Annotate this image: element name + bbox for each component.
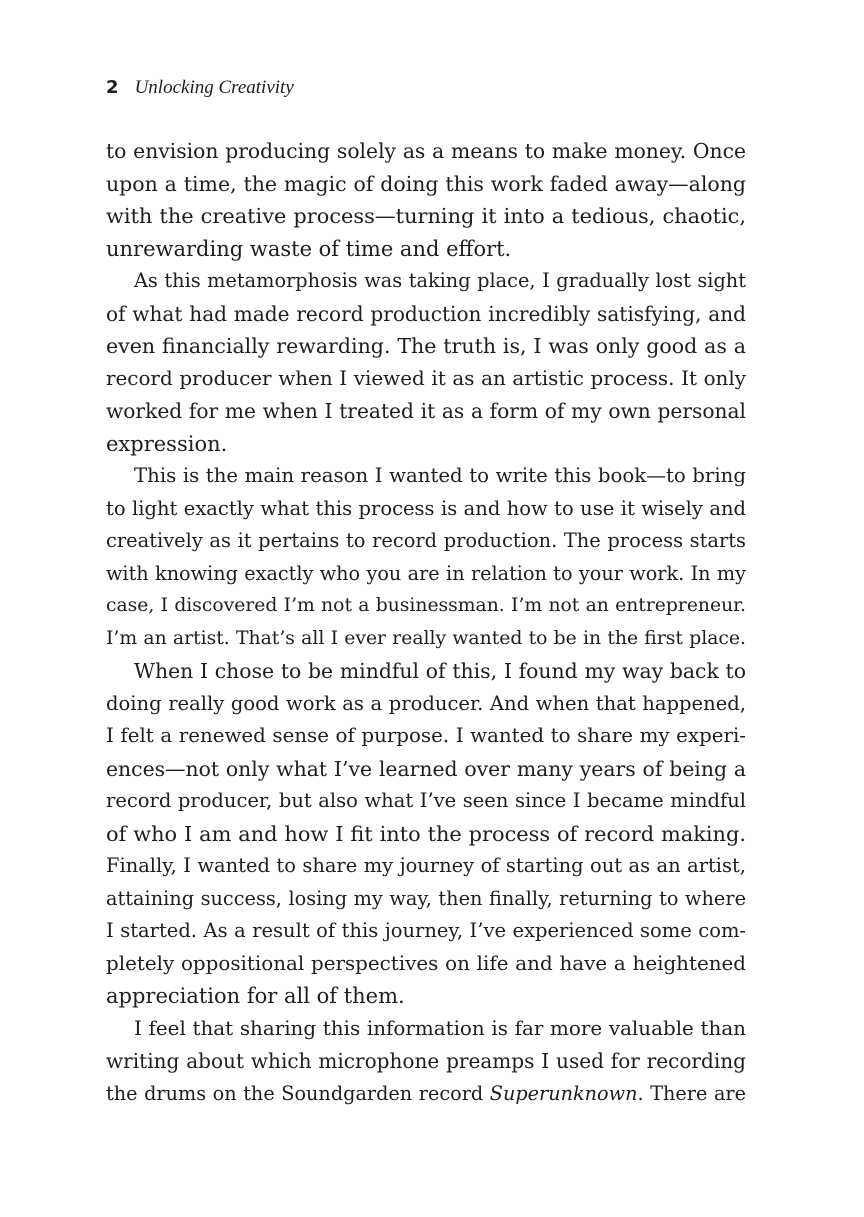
- text-line: pletely oppositional perspectives on life and have a heightened: [106, 951, 746, 975]
- text-line: with the creative process—turning it into a tedious, chaotic,: [106, 204, 746, 228]
- text-line: This is the main reason I wanted to write this book—to bring: [134, 464, 746, 487]
- text-line: creatively as it pertains to record production. The process starts: [106, 529, 746, 552]
- text-line: writing about which microphone preamps I used for recording: [106, 1049, 746, 1073]
- text-line: I started. As a result of this journey, I’ve experienced some com-: [106, 919, 746, 942]
- text-line: expression.: [106, 431, 228, 456]
- text-line: even financially rewarding. The truth is, I was only good as a: [106, 334, 746, 358]
- text-line-final: [106, 1078, 746, 1111]
- text-line: I feel that sharing this information is far more valuable than: [134, 1016, 746, 1040]
- text-line: unrewarding waste of time and effort.: [106, 236, 512, 261]
- album-title: Superunknown: [489, 1081, 638, 1105]
- text-line: upon a time, the magic of doing this work faded away—along: [106, 171, 746, 196]
- running-title: Unlocking Creativity: [134, 77, 294, 98]
- text-line: to light exactly what this process is and how to use it wisely and: [106, 496, 746, 520]
- text-line: worked for me when I treated it as a form of my own personal: [106, 399, 746, 423]
- text-line: When I chose to be mindful of this, I found my way back to: [134, 659, 746, 683]
- text-fragment: the drums on the Soundgarden record: [106, 1081, 490, 1105]
- body-text: [106, 135, 746, 1110]
- text-line: of who I am and how I fit into the process of record making.: [106, 821, 746, 846]
- text-line: appreciation for all of them.: [106, 984, 405, 1008]
- text-line: ences—not only what I’ve learned over many years of being a: [106, 756, 746, 781]
- text-line: of what had made record production incredibly satisfying, and: [106, 301, 746, 326]
- page-number: 2: [106, 77, 119, 98]
- text-line: with knowing exactly who you are in relation to your work. In my: [106, 561, 746, 585]
- text-line: I’m an artist. That’s all I ever really wanted to be in the first place.: [106, 627, 746, 649]
- text-line: As this metamorphosis was taking place, I gradually lost sight: [134, 269, 746, 292]
- text-line: Finally, I wanted to share my journey of starting out as an artist,: [106, 854, 746, 877]
- text-fragment: . There are: [637, 1081, 746, 1105]
- text-line: to envision producing solely as a means to make money. Once: [106, 139, 746, 163]
- text-line: case, I discovered I’m not a businessman. I’m not an entrepreneur.: [106, 595, 746, 616]
- text-line: attaining success, losing my way, then finally, returning to where: [106, 886, 746, 910]
- text-line: record producer when I viewed it as an artistic process. It only: [106, 366, 746, 390]
- running-head: [106, 74, 294, 101]
- text-line: record producer, but also what I’ve seen since I became mindful: [106, 789, 746, 812]
- text-line: I felt a renewed sense of purpose. I wanted to share my experi-: [106, 724, 746, 747]
- text-line: doing really good work as a producer. And when that happened,: [106, 691, 746, 715]
